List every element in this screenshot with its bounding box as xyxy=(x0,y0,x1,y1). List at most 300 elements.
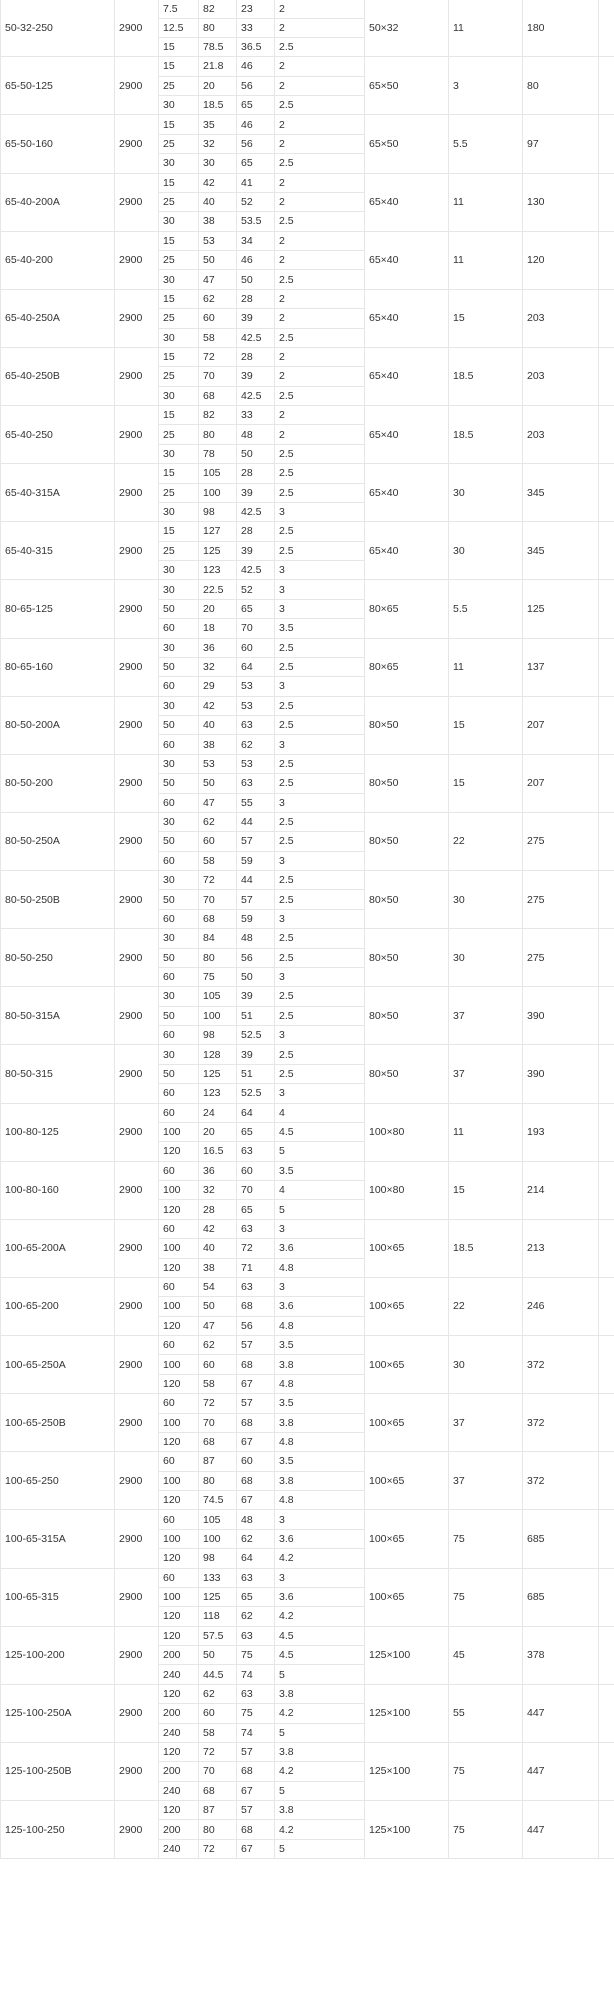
efficiency-cell: 65 xyxy=(237,1122,275,1141)
efficiency-cell: 65 xyxy=(237,1200,275,1219)
speed-cell: 2900 xyxy=(115,1801,159,1859)
inlet-outlet-cell: 65×40 xyxy=(365,231,449,289)
flow-cell: 120 xyxy=(159,1549,199,1568)
npsh-cell: 2.5 xyxy=(275,541,365,560)
npsh-cell: 2.5 xyxy=(275,154,365,173)
weight-cell: 372 xyxy=(523,1394,599,1452)
head-cell: 32 xyxy=(199,1181,237,1200)
speed-cell: 2900 xyxy=(115,522,159,580)
efficiency-cell: 68 xyxy=(237,1355,275,1374)
head-cell: 44.5 xyxy=(199,1665,237,1684)
flow-cell: 50 xyxy=(159,774,199,793)
npsh-cell: 3 xyxy=(275,793,365,812)
head-cell: 70 xyxy=(199,1413,237,1432)
flow-cell: 60 xyxy=(159,1568,199,1587)
efficiency-cell: 39 xyxy=(237,541,275,560)
efficiency-cell: 60 xyxy=(237,1452,275,1471)
flow-cell: 30 xyxy=(159,987,199,1006)
inlet-outlet-cell: 100×80 xyxy=(365,1103,449,1161)
table-row xyxy=(1,871,614,890)
npsh-cell: 2.5 xyxy=(275,212,365,231)
flow-cell: 30 xyxy=(159,1045,199,1064)
npsh-cell: 2.5 xyxy=(275,948,365,967)
efficiency-cell: 64 xyxy=(237,657,275,676)
model-cell: 80-50-250 xyxy=(1,929,115,987)
motor-power-cell: 30 xyxy=(449,871,523,929)
weight-cell: 180 xyxy=(523,0,599,57)
spacer-cell xyxy=(599,1277,614,1335)
weight-cell: 390 xyxy=(523,987,599,1045)
head-cell: 72 xyxy=(199,347,237,366)
npsh-cell: 2.5 xyxy=(275,464,365,483)
model-cell: 65-40-250B xyxy=(1,347,115,405)
head-cell: 100 xyxy=(199,1529,237,1548)
spacer-cell xyxy=(599,580,614,638)
weight-cell: 447 xyxy=(523,1684,599,1742)
motor-power-cell: 18.5 xyxy=(449,1219,523,1277)
flow-cell: 30 xyxy=(159,96,199,115)
head-cell: 98 xyxy=(199,1026,237,1045)
head-cell: 100 xyxy=(199,1006,237,1025)
inlet-outlet-cell: 80×50 xyxy=(365,754,449,812)
motor-power-cell: 11 xyxy=(449,173,523,231)
npsh-cell: 2.5 xyxy=(275,929,365,948)
flow-cell: 120 xyxy=(159,1200,199,1219)
speed-cell: 2900 xyxy=(115,115,159,173)
model-cell: 80-65-125 xyxy=(1,580,115,638)
efficiency-cell: 75 xyxy=(237,1704,275,1723)
efficiency-cell: 70 xyxy=(237,619,275,638)
motor-power-cell: 5.5 xyxy=(449,115,523,173)
motor-power-cell: 11 xyxy=(449,638,523,696)
head-cell: 75 xyxy=(199,967,237,986)
head-cell: 62 xyxy=(199,1336,237,1355)
head-cell: 78 xyxy=(199,444,237,463)
head-cell: 22.5 xyxy=(199,580,237,599)
head-cell: 82 xyxy=(199,0,237,18)
inlet-outlet-cell: 65×40 xyxy=(365,406,449,464)
efficiency-cell: 52 xyxy=(237,192,275,211)
head-cell: 68 xyxy=(199,909,237,928)
npsh-cell: 2 xyxy=(275,57,365,76)
head-cell: 62 xyxy=(199,812,237,831)
speed-cell: 2900 xyxy=(115,231,159,289)
head-cell: 58 xyxy=(199,1723,237,1742)
model-cell: 100-65-200A xyxy=(1,1219,115,1277)
table-row xyxy=(1,406,614,425)
table-row xyxy=(1,580,614,599)
head-cell: 21.8 xyxy=(199,57,237,76)
motor-power-cell: 22 xyxy=(449,1277,523,1335)
model-cell: 65-40-200A xyxy=(1,173,115,231)
efficiency-cell: 57 xyxy=(237,1394,275,1413)
model-cell: 100-65-200 xyxy=(1,1277,115,1335)
efficiency-cell: 42.5 xyxy=(237,328,275,347)
weight-cell: 120 xyxy=(523,231,599,289)
npsh-cell: 2 xyxy=(275,231,365,250)
flow-cell: 60 xyxy=(159,1277,199,1296)
model-cell: 80-50-250A xyxy=(1,812,115,870)
efficiency-cell: 48 xyxy=(237,1510,275,1529)
head-cell: 16.5 xyxy=(199,1142,237,1161)
head-cell: 80 xyxy=(199,1820,237,1839)
spacer-cell xyxy=(599,1742,614,1800)
weight-cell: 203 xyxy=(523,406,599,464)
table-row xyxy=(1,754,614,773)
npsh-cell: 3 xyxy=(275,1026,365,1045)
efficiency-cell: 41 xyxy=(237,173,275,192)
table-row xyxy=(1,1045,614,1064)
flow-cell: 120 xyxy=(159,1432,199,1451)
npsh-cell: 2.5 xyxy=(275,871,365,890)
head-cell: 40 xyxy=(199,192,237,211)
efficiency-cell: 74 xyxy=(237,1665,275,1684)
efficiency-cell: 63 xyxy=(237,1142,275,1161)
flow-cell: 15 xyxy=(159,406,199,425)
efficiency-cell: 56 xyxy=(237,134,275,153)
spacer-cell xyxy=(599,0,614,57)
weight-cell: 685 xyxy=(523,1510,599,1568)
efficiency-cell: 50 xyxy=(237,967,275,986)
npsh-cell: 2.5 xyxy=(275,832,365,851)
npsh-cell: 2 xyxy=(275,134,365,153)
npsh-cell: 3.5 xyxy=(275,1161,365,1180)
head-cell: 127 xyxy=(199,522,237,541)
spacer-cell xyxy=(599,1684,614,1742)
flow-cell: 120 xyxy=(159,1742,199,1761)
efficiency-cell: 34 xyxy=(237,231,275,250)
motor-power-cell: 18.5 xyxy=(449,347,523,405)
flow-cell: 100 xyxy=(159,1471,199,1490)
head-cell: 36 xyxy=(199,1161,237,1180)
npsh-cell: 4.5 xyxy=(275,1646,365,1665)
flow-cell: 100 xyxy=(159,1181,199,1200)
inlet-outlet-cell: 65×50 xyxy=(365,57,449,115)
head-cell: 60 xyxy=(199,1704,237,1723)
flow-cell: 100 xyxy=(159,1355,199,1374)
npsh-cell: 4.8 xyxy=(275,1316,365,1335)
spacer-cell xyxy=(599,1626,614,1684)
motor-power-cell: 15 xyxy=(449,1161,523,1219)
head-cell: 133 xyxy=(199,1568,237,1587)
npsh-cell: 3 xyxy=(275,851,365,870)
inlet-outlet-cell: 80×50 xyxy=(365,1045,449,1103)
npsh-cell: 2.5 xyxy=(275,483,365,502)
model-cell: 80-50-315A xyxy=(1,987,115,1045)
weight-cell: 213 xyxy=(523,1219,599,1277)
flow-cell: 30 xyxy=(159,561,199,580)
table-row xyxy=(1,1277,614,1296)
npsh-cell: 4.2 xyxy=(275,1549,365,1568)
table-row xyxy=(1,289,614,308)
flow-cell: 100 xyxy=(159,1297,199,1316)
npsh-cell: 4.2 xyxy=(275,1607,365,1626)
head-cell: 62 xyxy=(199,289,237,308)
flow-cell: 30 xyxy=(159,154,199,173)
model-cell: 65-40-250 xyxy=(1,406,115,464)
head-cell: 38 xyxy=(199,735,237,754)
flow-cell: 25 xyxy=(159,367,199,386)
head-cell: 125 xyxy=(199,1064,237,1083)
model-cell: 50-32-250 xyxy=(1,0,115,57)
speed-cell: 2900 xyxy=(115,1742,159,1800)
flow-cell: 120 xyxy=(159,1142,199,1161)
head-cell: 100 xyxy=(199,483,237,502)
spacer-cell xyxy=(599,406,614,464)
efficiency-cell: 28 xyxy=(237,347,275,366)
efficiency-cell: 39 xyxy=(237,367,275,386)
weight-cell: 214 xyxy=(523,1161,599,1219)
flow-cell: 120 xyxy=(159,1626,199,1645)
head-cell: 32 xyxy=(199,134,237,153)
model-cell: 125-100-200 xyxy=(1,1626,115,1684)
weight-cell: 275 xyxy=(523,812,599,870)
efficiency-cell: 63 xyxy=(237,1684,275,1703)
motor-power-cell: 15 xyxy=(449,754,523,812)
spacer-cell xyxy=(599,1161,614,1219)
table-row xyxy=(1,1394,614,1413)
efficiency-cell: 57 xyxy=(237,832,275,851)
speed-cell: 2900 xyxy=(115,1336,159,1394)
efficiency-cell: 48 xyxy=(237,425,275,444)
efficiency-cell: 63 xyxy=(237,1568,275,1587)
table-row xyxy=(1,1742,614,1761)
table-row xyxy=(1,987,614,1006)
weight-cell: 372 xyxy=(523,1452,599,1510)
head-cell: 50 xyxy=(199,774,237,793)
head-cell: 60 xyxy=(199,1355,237,1374)
flow-cell: 120 xyxy=(159,1491,199,1510)
flow-cell: 60 xyxy=(159,677,199,696)
efficiency-cell: 60 xyxy=(237,1161,275,1180)
npsh-cell: 2 xyxy=(275,367,365,386)
flow-cell: 50 xyxy=(159,599,199,618)
head-cell: 72 xyxy=(199,1394,237,1413)
motor-power-cell: 5.5 xyxy=(449,580,523,638)
head-cell: 72 xyxy=(199,1839,237,1858)
head-cell: 125 xyxy=(199,541,237,560)
table-row xyxy=(1,1568,614,1587)
model-cell: 65-40-315A xyxy=(1,464,115,522)
npsh-cell: 3.5 xyxy=(275,1336,365,1355)
speed-cell: 2900 xyxy=(115,347,159,405)
inlet-outlet-cell: 65×40 xyxy=(365,173,449,231)
model-cell: 100-65-315A xyxy=(1,1510,115,1568)
table-row xyxy=(1,57,614,76)
flow-cell: 30 xyxy=(159,696,199,715)
table-row xyxy=(1,0,614,18)
inlet-outlet-cell: 80×65 xyxy=(365,638,449,696)
efficiency-cell: 53.5 xyxy=(237,212,275,231)
inlet-outlet-cell: 100×80 xyxy=(365,1161,449,1219)
table-row xyxy=(1,1510,614,1529)
npsh-cell: 2.5 xyxy=(275,328,365,347)
flow-cell: 25 xyxy=(159,76,199,95)
speed-cell: 2900 xyxy=(115,0,159,57)
weight-cell: 97 xyxy=(523,115,599,173)
speed-cell: 2900 xyxy=(115,1452,159,1510)
flow-cell: 200 xyxy=(159,1820,199,1839)
npsh-cell: 4.8 xyxy=(275,1432,365,1451)
flow-cell: 15 xyxy=(159,231,199,250)
flow-cell: 25 xyxy=(159,192,199,211)
efficiency-cell: 53 xyxy=(237,677,275,696)
table-row xyxy=(1,1626,614,1645)
weight-cell: 80 xyxy=(523,57,599,115)
speed-cell: 2900 xyxy=(115,464,159,522)
npsh-cell: 2 xyxy=(275,289,365,308)
model-cell: 65-50-160 xyxy=(1,115,115,173)
npsh-cell: 2 xyxy=(275,347,365,366)
head-cell: 105 xyxy=(199,987,237,1006)
head-cell: 57.5 xyxy=(199,1626,237,1645)
flow-cell: 60 xyxy=(159,619,199,638)
model-cell: 80-50-250B xyxy=(1,871,115,929)
efficiency-cell: 52 xyxy=(237,580,275,599)
efficiency-cell: 53 xyxy=(237,696,275,715)
npsh-cell: 2 xyxy=(275,0,365,18)
motor-power-cell: 15 xyxy=(449,289,523,347)
npsh-cell: 3.6 xyxy=(275,1297,365,1316)
head-cell: 78.5 xyxy=(199,37,237,56)
npsh-cell: 3 xyxy=(275,1219,365,1238)
npsh-cell: 2.5 xyxy=(275,774,365,793)
table-row xyxy=(1,1801,614,1820)
efficiency-cell: 71 xyxy=(237,1258,275,1277)
inlet-outlet-cell: 80×50 xyxy=(365,871,449,929)
efficiency-cell: 42.5 xyxy=(237,386,275,405)
flow-cell: 30 xyxy=(159,502,199,521)
flow-cell: 60 xyxy=(159,1219,199,1238)
model-cell: 125-100-250A xyxy=(1,1684,115,1742)
flow-cell: 120 xyxy=(159,1316,199,1335)
efficiency-cell: 64 xyxy=(237,1103,275,1122)
efficiency-cell: 52.5 xyxy=(237,1084,275,1103)
inlet-outlet-cell: 125×100 xyxy=(365,1626,449,1684)
speed-cell: 2900 xyxy=(115,1219,159,1277)
npsh-cell: 2.5 xyxy=(275,1064,365,1083)
motor-power-cell: 30 xyxy=(449,464,523,522)
head-cell: 47 xyxy=(199,270,237,289)
head-cell: 50 xyxy=(199,1646,237,1665)
npsh-cell: 3.8 xyxy=(275,1801,365,1820)
model-cell: 80-50-315 xyxy=(1,1045,115,1103)
npsh-cell: 3.5 xyxy=(275,1394,365,1413)
efficiency-cell: 53 xyxy=(237,754,275,773)
efficiency-cell: 51 xyxy=(237,1064,275,1083)
weight-cell: 390 xyxy=(523,1045,599,1103)
npsh-cell: 4.8 xyxy=(275,1258,365,1277)
inlet-outlet-cell: 100×65 xyxy=(365,1336,449,1394)
motor-power-cell: 75 xyxy=(449,1510,523,1568)
spacer-cell xyxy=(599,638,614,696)
head-cell: 98 xyxy=(199,502,237,521)
head-cell: 98 xyxy=(199,1549,237,1568)
table-row xyxy=(1,1684,614,1703)
npsh-cell: 2 xyxy=(275,425,365,444)
flow-cell: 15 xyxy=(159,464,199,483)
npsh-cell: 5 xyxy=(275,1839,365,1858)
head-cell: 72 xyxy=(199,1742,237,1761)
head-cell: 60 xyxy=(199,832,237,851)
spacer-cell xyxy=(599,871,614,929)
npsh-cell: 4.8 xyxy=(275,1491,365,1510)
speed-cell: 2900 xyxy=(115,754,159,812)
npsh-cell: 3 xyxy=(275,967,365,986)
spec-table-body xyxy=(1,0,614,1859)
npsh-cell: 4.5 xyxy=(275,1626,365,1645)
npsh-cell: 4.2 xyxy=(275,1762,365,1781)
npsh-cell: 2 xyxy=(275,76,365,95)
npsh-cell: 3.5 xyxy=(275,1452,365,1471)
flow-cell: 120 xyxy=(159,1374,199,1393)
efficiency-cell: 63 xyxy=(237,1277,275,1296)
flow-cell: 100 xyxy=(159,1529,199,1548)
spacer-cell xyxy=(599,1510,614,1568)
flow-cell: 30 xyxy=(159,444,199,463)
flow-cell: 30 xyxy=(159,580,199,599)
speed-cell: 2900 xyxy=(115,580,159,638)
speed-cell: 2900 xyxy=(115,289,159,347)
spacer-cell xyxy=(599,696,614,754)
efficiency-cell: 56 xyxy=(237,1316,275,1335)
model-cell: 100-80-160 xyxy=(1,1161,115,1219)
weight-cell: 275 xyxy=(523,871,599,929)
flow-cell: 100 xyxy=(159,1587,199,1606)
flow-cell: 60 xyxy=(159,1084,199,1103)
head-cell: 84 xyxy=(199,929,237,948)
flow-cell: 60 xyxy=(159,1026,199,1045)
speed-cell: 2900 xyxy=(115,1684,159,1742)
speed-cell: 2900 xyxy=(115,696,159,754)
head-cell: 105 xyxy=(199,464,237,483)
flow-cell: 200 xyxy=(159,1704,199,1723)
flow-cell: 25 xyxy=(159,541,199,560)
head-cell: 105 xyxy=(199,1510,237,1529)
flow-cell: 25 xyxy=(159,425,199,444)
motor-power-cell: 75 xyxy=(449,1742,523,1800)
efficiency-cell: 42.5 xyxy=(237,561,275,580)
efficiency-cell: 55 xyxy=(237,793,275,812)
table-row xyxy=(1,173,614,192)
spacer-cell xyxy=(599,173,614,231)
spacer-cell xyxy=(599,1336,614,1394)
inlet-outlet-cell: 100×65 xyxy=(365,1510,449,1568)
efficiency-cell: 67 xyxy=(237,1374,275,1393)
npsh-cell: 4 xyxy=(275,1103,365,1122)
inlet-outlet-cell: 125×100 xyxy=(365,1801,449,1859)
table-row xyxy=(1,1161,614,1180)
head-cell: 123 xyxy=(199,1084,237,1103)
speed-cell: 2900 xyxy=(115,1626,159,1684)
flow-cell: 25 xyxy=(159,309,199,328)
flow-cell: 30 xyxy=(159,812,199,831)
npsh-cell: 2 xyxy=(275,192,365,211)
speed-cell: 2900 xyxy=(115,987,159,1045)
head-cell: 53 xyxy=(199,231,237,250)
head-cell: 50 xyxy=(199,251,237,270)
efficiency-cell: 67 xyxy=(237,1491,275,1510)
table-row xyxy=(1,812,614,831)
efficiency-cell: 48 xyxy=(237,929,275,948)
npsh-cell: 3 xyxy=(275,909,365,928)
model-cell: 65-40-315 xyxy=(1,522,115,580)
spacer-cell xyxy=(599,754,614,812)
head-cell: 80 xyxy=(199,948,237,967)
motor-power-cell: 11 xyxy=(449,1103,523,1161)
flow-cell: 100 xyxy=(159,1122,199,1141)
motor-power-cell: 45 xyxy=(449,1626,523,1684)
